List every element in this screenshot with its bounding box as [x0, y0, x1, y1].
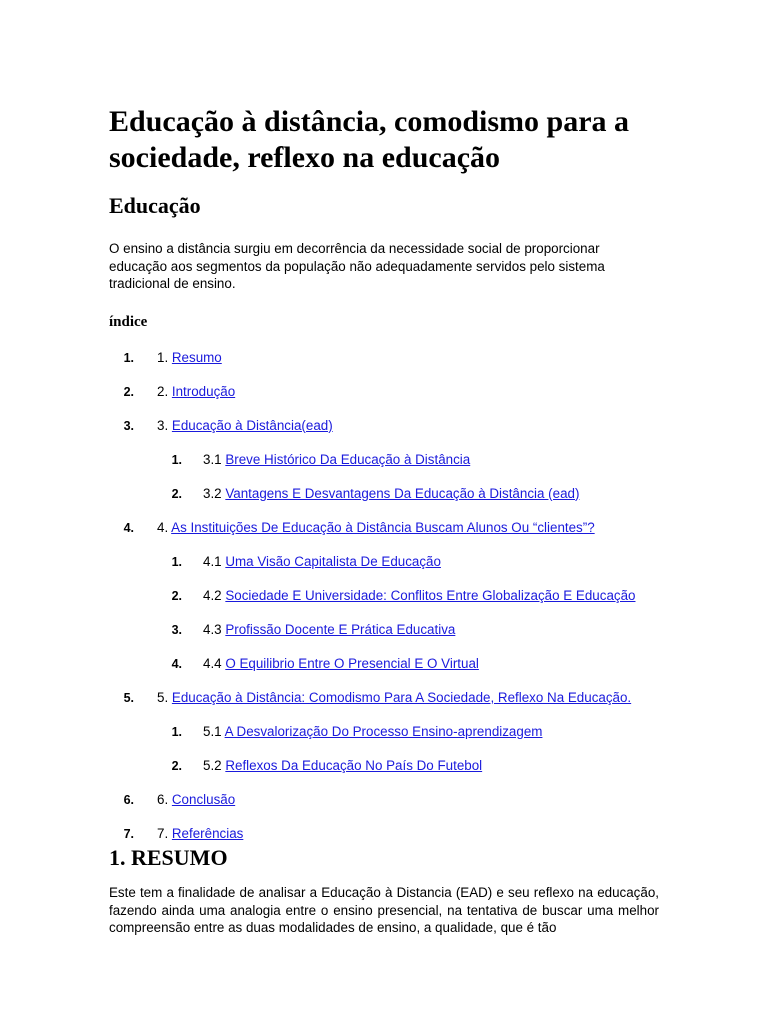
toc-link[interactable]: Sociedade E Universidade: Conflitos Entre Globalização E Educação	[225, 587, 636, 603]
toc-entry	[157, 383, 235, 401]
toc-number: 3.2	[203, 485, 226, 501]
toc-item	[109, 519, 659, 553]
toc-entry	[203, 451, 470, 469]
toc-link[interactable]: Referências	[171, 825, 244, 841]
toc-entry	[203, 485, 579, 503]
toc-entry	[157, 825, 243, 843]
toc-entry	[157, 417, 333, 435]
toc-link[interactable]: Breve Histórico Da Educação à Distância	[225, 451, 471, 467]
toc-marker: 6.	[123, 792, 134, 807]
toc-link[interactable]: A Desvalorização Do Processo Ensino-aprendizagem	[224, 723, 543, 739]
toc-marker: 2.	[171, 758, 182, 773]
toc-item	[109, 689, 659, 723]
toc-link[interactable]: Conclusão	[171, 791, 236, 807]
toc-number: 4.1	[203, 553, 226, 569]
toc-link[interactable]: Introdução	[171, 383, 236, 399]
section-text-resumo: Este tem a finalidade de analisar a Educação à Distancia (EAD) e seu reflexo na educação, fazendo ainda uma analogia entre o ensino presencial, na tentativa de buscar uma melhor compreensão entre as duas modalidades de ensino, a qualidade, que é tão	[109, 885, 659, 935]
toc-number: 4.3	[203, 621, 226, 637]
table-of-contents	[109, 349, 659, 859]
toc-link[interactable]: Reflexos Da Educação No País Do Futebol	[225, 757, 483, 773]
toc-number: 3.	[157, 417, 172, 433]
toc-marker: 7.	[123, 826, 134, 841]
document-title: Educação à distância, comodismo para a sociedade, reflexo na educação	[109, 105, 630, 174]
toc-entry	[203, 723, 542, 741]
toc-number: 2.	[157, 383, 172, 399]
toc-link[interactable]: Educação à Distância: Comodismo Para A Sociedade, Reflexo Na Educação.	[171, 689, 632, 705]
toc-number: 5.1	[203, 723, 225, 739]
toc-number: 4.2	[203, 587, 226, 603]
toc-link[interactable]: Uma Visão Capitalista De Educação	[225, 553, 441, 569]
toc-marker: 1.	[171, 554, 182, 569]
toc-marker: 2.	[123, 384, 134, 399]
toc-item	[109, 791, 659, 825]
toc-marker: 3.	[123, 418, 134, 433]
toc-subitem	[109, 757, 659, 791]
intro-paragraph: O ensino a distância surgiu em decorrência da necessidade social de proporcionar educação aos segmentos da população não adequadamente servidos pelo sistema tradicional de ensino.	[109, 241, 605, 291]
toc-marker: 4.	[123, 520, 134, 535]
toc-number: 3.1	[203, 451, 226, 467]
toc-marker: 3.	[171, 622, 182, 637]
toc-subitem	[109, 655, 659, 689]
toc-entry	[203, 621, 455, 639]
toc-link[interactable]: Profissão Docente E Prática Educativa	[225, 621, 456, 637]
toc-marker: 1.	[171, 452, 182, 467]
toc-number: 4.	[157, 519, 172, 535]
toc-entry	[157, 791, 235, 809]
toc-subitem	[109, 587, 659, 621]
toc-link[interactable]: O Equilibrio Entre O Presencial E O Virtual	[225, 655, 479, 671]
section-title-resumo: 1. RESUMO	[109, 845, 228, 870]
document-subtitle: Educação	[109, 193, 201, 218]
toc-subitem	[109, 553, 659, 587]
toc-link[interactable]: Vantagens E Desvantagens Da Educação à Distância (ead)	[225, 485, 580, 501]
toc-number: 4.4	[203, 655, 226, 671]
index-heading: índice	[109, 313, 148, 330]
toc-subitem	[109, 451, 659, 485]
toc-item	[109, 349, 659, 383]
toc-entry	[203, 757, 482, 775]
toc-marker: 5.	[123, 690, 134, 705]
toc-marker: 1.	[123, 350, 134, 365]
toc-marker: 1.	[171, 724, 182, 739]
toc-number: 7.	[157, 825, 172, 841]
toc-marker: 2.	[171, 486, 182, 501]
toc-entry	[157, 519, 595, 537]
toc-number: 1.	[157, 349, 172, 365]
toc-marker: 2.	[171, 588, 182, 603]
toc-entry	[203, 587, 635, 605]
toc-link[interactable]: Resumo	[171, 349, 222, 365]
toc-number: 6.	[157, 791, 172, 807]
toc-subitem	[109, 621, 659, 655]
toc-link[interactable]: As Instituições De Educação à Distância Buscam Alunos Ou “clientes”?	[171, 519, 595, 535]
toc-number: 5.2	[203, 757, 226, 773]
toc-subitem	[109, 723, 659, 757]
document-page	[109, 104, 659, 859]
toc-item	[109, 417, 659, 451]
toc-subitem	[109, 485, 659, 519]
toc-entry	[157, 349, 222, 367]
toc-item	[109, 383, 659, 417]
toc-marker: 4.	[171, 656, 182, 671]
toc-link[interactable]: Educação à Distância(ead)	[171, 417, 333, 433]
toc-number: 5.	[157, 689, 172, 705]
toc-entry	[203, 655, 479, 673]
toc-entry	[203, 553, 441, 571]
toc-entry	[157, 689, 631, 707]
